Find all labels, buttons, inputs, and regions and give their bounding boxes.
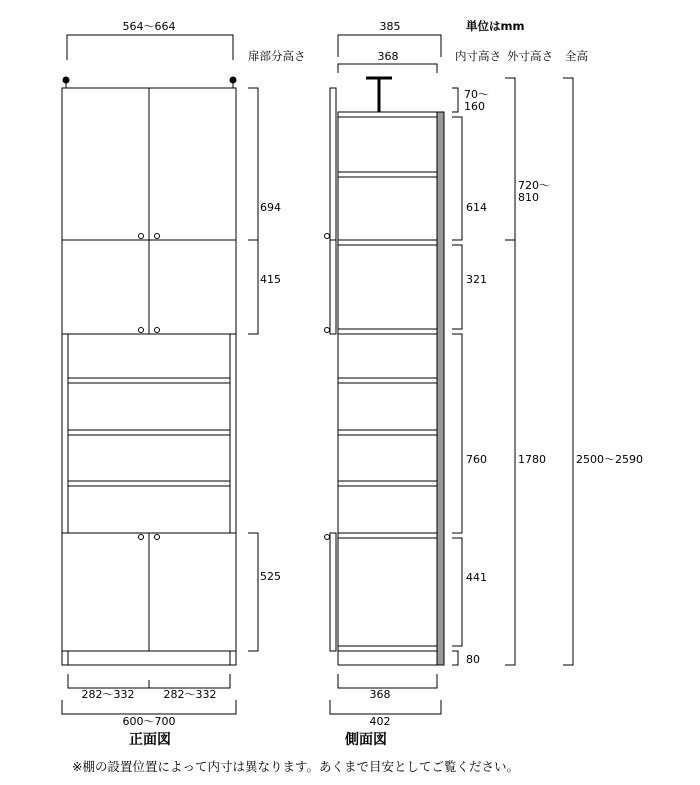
inner-height-middle: 321	[466, 273, 487, 286]
front-plinth	[62, 651, 236, 665]
door-height-middle: 415	[260, 273, 281, 286]
side-shelves	[338, 112, 444, 665]
front-door-height-dimensions	[248, 88, 258, 651]
front-top-adjusters	[63, 77, 236, 88]
front-top-width-label: 564〜664	[122, 20, 176, 33]
inner-height-lower: 441	[466, 571, 487, 584]
side-door-lower	[330, 533, 336, 651]
total-height-header: 全高	[565, 49, 588, 63]
front-top-width-dimension	[67, 35, 233, 60]
side-door-upper	[330, 88, 336, 334]
side-view-title: 側面図	[345, 732, 387, 748]
outer-height-header: 外寸高さ	[507, 49, 553, 63]
front-view-title: 正面図	[129, 732, 171, 748]
ceiling-support	[366, 78, 392, 112]
total-height-label: 2500〜2590	[576, 453, 643, 466]
side-top-depth-outer-label: 385	[379, 20, 401, 33]
side-back-panel	[437, 112, 444, 665]
left-door-width-label: 282〜332	[81, 688, 135, 701]
outer-height-upper: 720〜 810	[518, 179, 550, 204]
inner-height-header: 内寸高さ	[455, 49, 501, 63]
outer-height-lower: 1780	[518, 453, 546, 466]
side-top-depth-inner	[338, 64, 437, 73]
footnote: ※棚の設置位置によって内寸は異なります。あくまで目安としてご覧ください。	[72, 759, 519, 774]
side-top-depth-inner-label: 368	[377, 50, 399, 63]
door-height-upper: 694	[260, 201, 281, 214]
inner-height-shelves: 760	[466, 453, 487, 466]
door-height-header: 扉部分高さ	[248, 49, 306, 63]
side-inner-height-dimensions	[452, 88, 462, 665]
side-total-height-dimension	[563, 78, 573, 665]
inner-height-upper: 614	[466, 201, 487, 214]
inner-height-top-gap: 70〜 160	[464, 88, 489, 113]
side-bottom-depth-outer	[330, 700, 441, 714]
front-total-width-label: 600〜700	[122, 715, 176, 728]
side-bottom-depth-outer-label: 402	[369, 715, 391, 728]
inner-height-plinth: 80	[466, 653, 480, 666]
front-open-shelves	[62, 334, 236, 533]
side-bottom-depth-inner	[338, 674, 437, 688]
side-view	[325, 35, 574, 714]
unit-label: 単位はmm	[466, 19, 525, 33]
front-view	[62, 35, 258, 714]
side-bottom-depth-inner-label: 368	[369, 688, 391, 701]
side-outer-height-dimensions	[505, 78, 515, 665]
door-height-lower: 525	[260, 570, 281, 583]
side-door-knobs	[325, 234, 330, 540]
right-door-width-label: 282〜332	[163, 688, 217, 701]
